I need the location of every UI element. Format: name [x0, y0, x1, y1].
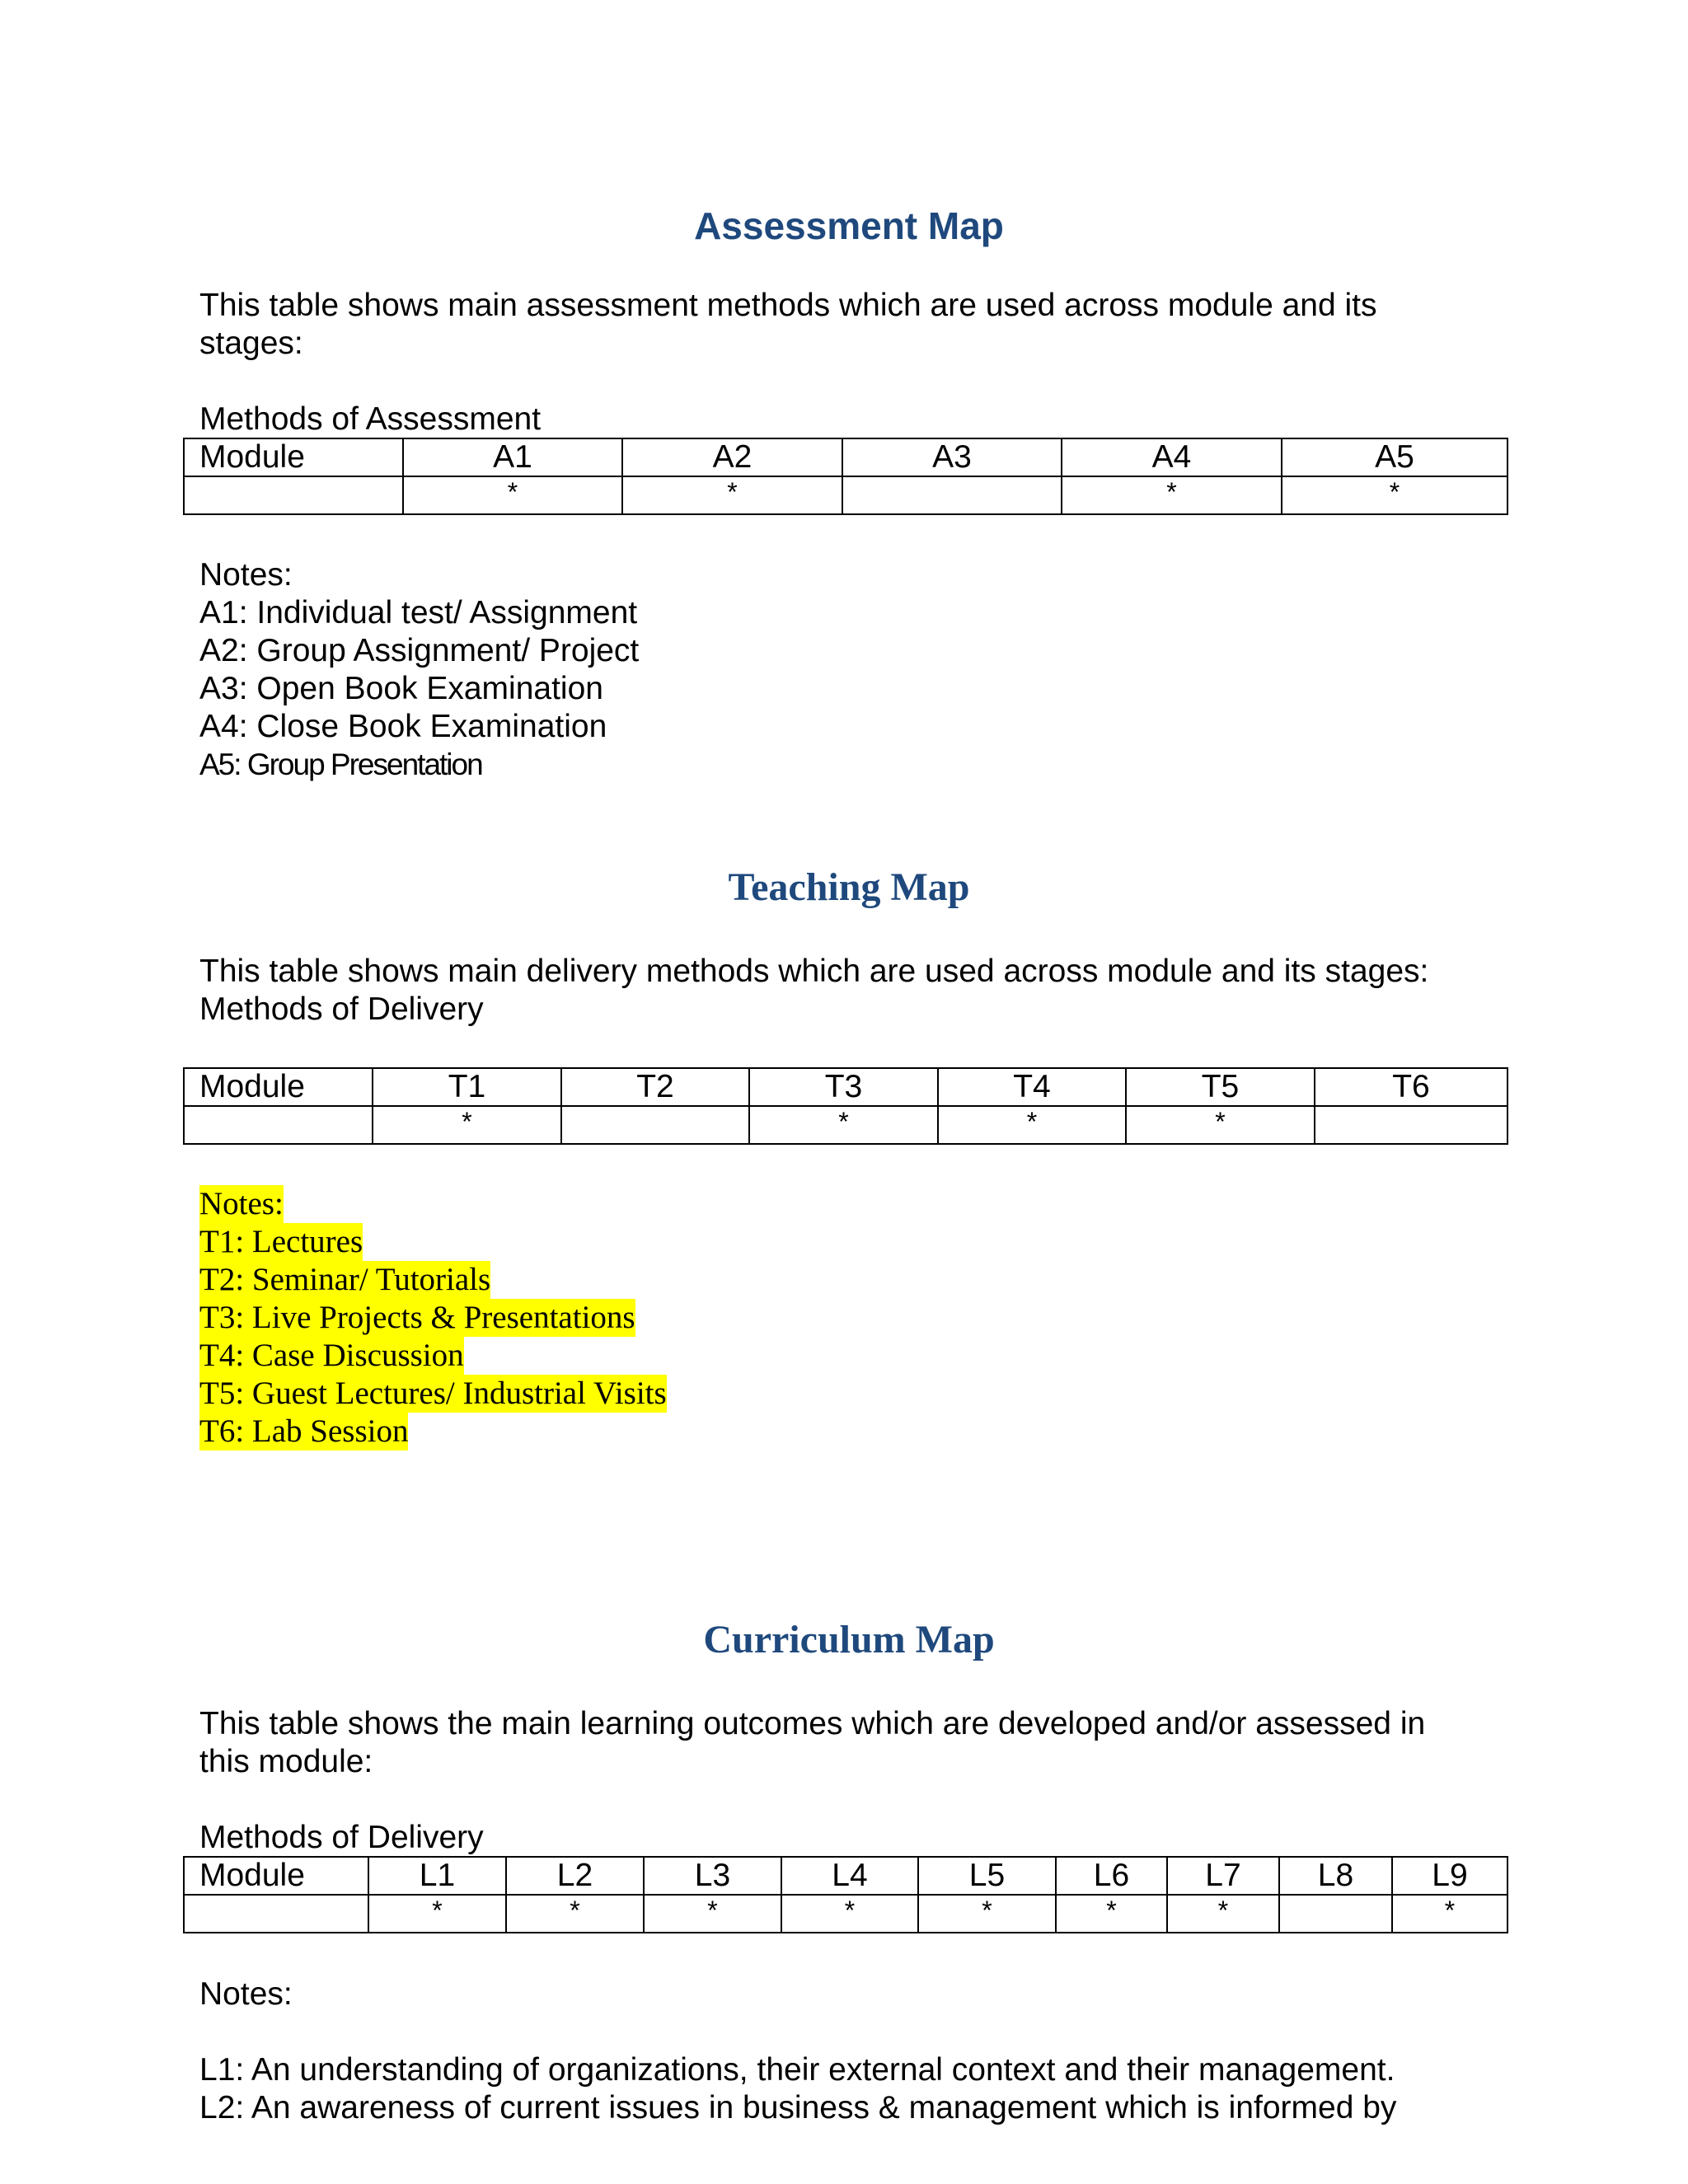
mark-cell-a3 [842, 476, 1062, 514]
curriculum-map-title: Curriculum Map [703, 1618, 995, 1661]
mark-cell-t4: * [938, 1106, 1126, 1144]
mark-cell-l4: * [781, 1895, 918, 1933]
curriculum-intro-line-1: This table shows the main learning outcomes which are developed and/or assessed in [199, 1706, 1426, 1741]
mark-cell-t6 [1315, 1106, 1507, 1144]
header-cell-t2: T2 [561, 1068, 749, 1106]
mark-cell-t3: * [749, 1106, 938, 1144]
mark-cell-a5: * [1282, 476, 1507, 514]
header-cell-l5: L5 [918, 1857, 1056, 1895]
mark-cell-l6: * [1056, 1895, 1167, 1933]
teaching-intro-line-2: Methods of Delivery [199, 991, 484, 1027]
assessment-map-title: Assessment Map [694, 204, 1004, 247]
assessment-table-caption: Methods of Assessment [199, 401, 542, 437]
assessment-note-a2: A2: Group Assignment/ Project [199, 633, 640, 668]
teaching-map-title: Teaching Map [728, 865, 970, 909]
curriculum-table [183, 1856, 1508, 1933]
header-cell-t5: T5 [1126, 1068, 1315, 1106]
header-cell-a3: A3 [842, 438, 1062, 476]
header-cell-l3: L3 [644, 1857, 781, 1895]
header-cell-a5: A5 [1282, 438, 1507, 476]
mark-cell-l3: * [644, 1895, 781, 1933]
header-cell-a1: A1 [403, 438, 622, 476]
assessment-table [183, 438, 1508, 515]
teaching-notes-label: Notes: [199, 1186, 284, 1221]
header-cell-module: Module [184, 1068, 373, 1106]
header-cell-module: Module [184, 1857, 368, 1895]
teaching-note-t1: T1: Lectures [199, 1224, 363, 1259]
teaching-note-t2: T2: Seminar/ Tutorials [199, 1262, 491, 1297]
header-cell-a2: A2 [622, 438, 842, 476]
mark-cell-a4: * [1062, 476, 1282, 514]
header-cell-l8: L8 [1279, 1857, 1392, 1895]
curriculum-table-caption: Methods of Delivery [199, 1820, 484, 1855]
header-cell-t4: T4 [938, 1068, 1126, 1106]
header-cell-l6: L6 [1056, 1857, 1167, 1895]
header-cell-l4: L4 [781, 1857, 918, 1895]
header-cell-a4: A4 [1062, 438, 1282, 476]
header-cell-l9: L9 [1392, 1857, 1507, 1895]
assessment-note-a3: A3: Open Book Examination [199, 671, 603, 706]
mark-cell-module [184, 1106, 373, 1144]
mark-cell-l7: * [1167, 1895, 1279, 1933]
header-cell-l2: L2 [506, 1857, 644, 1895]
header-cell-l7: L7 [1167, 1857, 1279, 1895]
assessment-note-a1: A1: Individual test/ Assignment [199, 595, 638, 630]
assessment-note-a5: A5: Group Presentation [199, 748, 482, 781]
teaching-marks-row [184, 1106, 1507, 1144]
mark-cell-l8 [1279, 1895, 1392, 1933]
mark-cell-a1: * [403, 476, 622, 514]
header-cell-t6: T6 [1315, 1068, 1507, 1106]
mark-cell-l5: * [918, 1895, 1056, 1933]
mark-cell-l2: * [506, 1895, 644, 1933]
curriculum-note-l1: L1: An understanding of organizations, their external context and their management. [199, 2052, 1395, 2088]
curriculum-notes-label: Notes: [199, 1976, 293, 2012]
header-cell-module: Module [184, 438, 403, 476]
teaching-intro-line-1: This table shows main delivery methods which are used across module and its stages: [199, 954, 1429, 989]
mark-cell-l9: * [1392, 1895, 1507, 1933]
teaching-note-t6: T6: Lab Session [199, 1413, 409, 1449]
teaching-notes [199, 1185, 667, 1451]
mark-cell-t2 [561, 1106, 749, 1144]
assessment-note-a4: A4: Close Book Examination [199, 709, 607, 744]
curriculum-header-row [184, 1857, 1507, 1895]
mark-cell-l1: * [368, 1895, 506, 1933]
mark-cell-a2: * [622, 476, 842, 514]
teaching-note-t4: T4: Case Discussion [199, 1338, 464, 1373]
assessment-intro-line-2: stages: [199, 326, 303, 361]
mark-cell-module [184, 1895, 368, 1933]
teaching-header-row [184, 1068, 1507, 1106]
mark-cell-module [184, 476, 403, 514]
assessment-intro-line-1: This table shows main assessment methods which are used across module and its [199, 288, 1377, 323]
mark-cell-t1: * [373, 1106, 561, 1144]
header-cell-t3: T3 [749, 1068, 938, 1106]
teaching-note-t3: T3: Live Projects & Presentations [199, 1300, 635, 1335]
teaching-table [183, 1067, 1508, 1145]
assessment-header-row [184, 438, 1507, 476]
curriculum-intro-line-2: this module: [199, 1744, 373, 1779]
teaching-note-t5: T5: Guest Lectures/ Industrial Visits [199, 1376, 667, 1411]
curriculum-marks-row [184, 1895, 1507, 1933]
header-cell-t1: T1 [373, 1068, 561, 1106]
assessment-notes-label: Notes: [199, 557, 293, 593]
mark-cell-t5: * [1126, 1106, 1315, 1144]
header-cell-l1: L1 [368, 1857, 506, 1895]
assessment-marks-row [184, 476, 1507, 514]
curriculum-note-l2: L2: An awareness of current issues in business & management which is informed by [199, 2090, 1397, 2125]
